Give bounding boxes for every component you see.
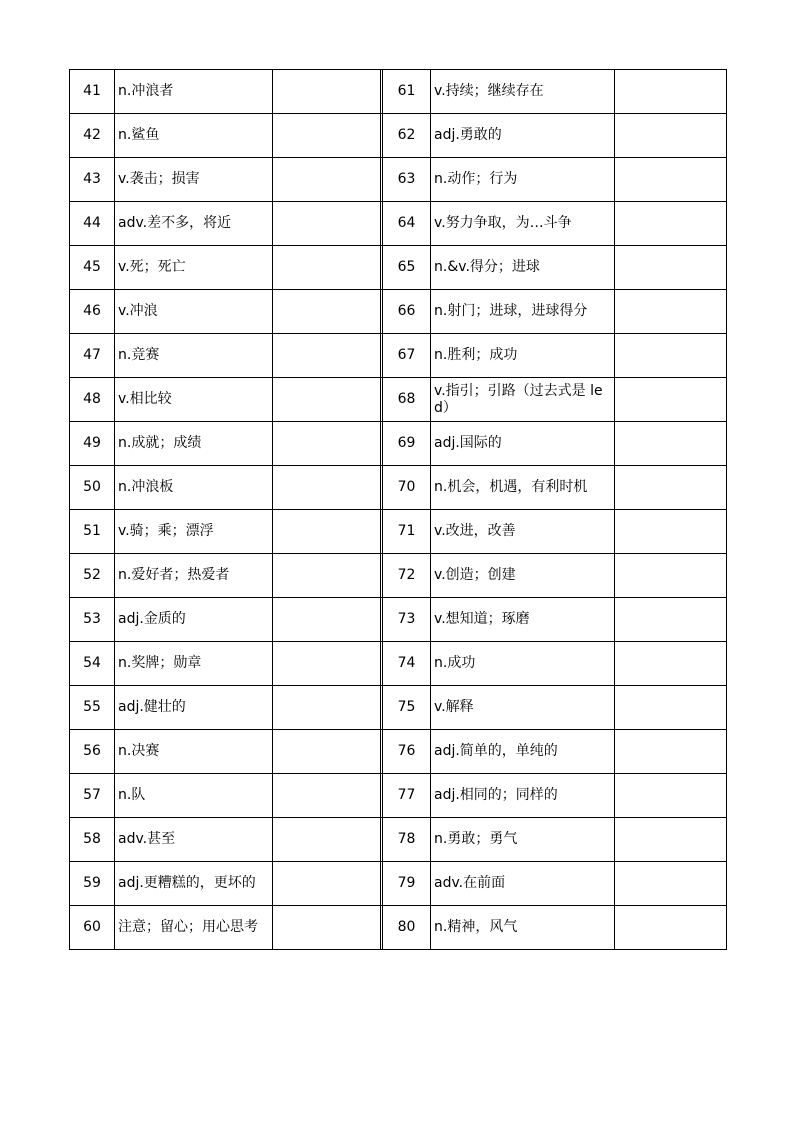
left-item-number: 50: [70, 466, 115, 510]
left-answer-cell[interactable]: [273, 730, 381, 774]
table-row: [70, 554, 727, 598]
right-answer-cell[interactable]: [615, 246, 727, 290]
table-row: [70, 774, 727, 818]
right-item-definition: v.创造；创建: [431, 554, 615, 598]
right-answer-cell[interactable]: [615, 774, 727, 818]
left-item-definition: adj.健壮的: [115, 686, 273, 730]
right-item-number: 74: [383, 642, 431, 686]
right-answer-cell[interactable]: [615, 114, 727, 158]
left-item-number: 44: [70, 202, 115, 246]
left-item-number: 43: [70, 158, 115, 202]
table-row: [70, 906, 727, 950]
right-item-number: 64: [383, 202, 431, 246]
left-item-number: 52: [70, 554, 115, 598]
right-answer-cell[interactable]: [615, 906, 727, 950]
table-row: [70, 730, 727, 774]
right-item-number: 70: [383, 466, 431, 510]
right-item-definition: n.射门；进球，进球得分: [431, 290, 615, 334]
right-item-definition: adj.国际的: [431, 422, 615, 466]
table-row: [70, 70, 727, 114]
right-item-definition: adj.勇敢的: [431, 114, 615, 158]
left-answer-cell[interactable]: [273, 642, 381, 686]
right-answer-cell[interactable]: [615, 334, 727, 378]
right-answer-cell[interactable]: [615, 554, 727, 598]
left-answer-cell[interactable]: [273, 202, 381, 246]
vocabulary-table-body: [70, 70, 727, 950]
left-item-number: 42: [70, 114, 115, 158]
table-row: [70, 686, 727, 730]
left-answer-cell[interactable]: [273, 554, 381, 598]
right-item-definition: n.精神，风气: [431, 906, 615, 950]
table-row: [70, 334, 727, 378]
left-item-number: 47: [70, 334, 115, 378]
right-item-number: 66: [383, 290, 431, 334]
right-item-definition: v.持续；继续存在: [431, 70, 615, 114]
left-item-definition: n.爱好者；热爱者: [115, 554, 273, 598]
right-item-definition: n.&v.得分；进球: [431, 246, 615, 290]
right-item-number: 75: [383, 686, 431, 730]
left-item-number: 49: [70, 422, 115, 466]
table-row: [70, 642, 727, 686]
right-item-number: 76: [383, 730, 431, 774]
table-row: [70, 818, 727, 862]
left-item-definition: adj.更糟糕的，更坏的: [115, 862, 273, 906]
left-answer-cell[interactable]: [273, 862, 381, 906]
right-item-number: 67: [383, 334, 431, 378]
table-row: [70, 422, 727, 466]
right-answer-cell[interactable]: [615, 422, 727, 466]
right-item-definition: n.成功: [431, 642, 615, 686]
table-row: [70, 598, 727, 642]
right-item-number: 65: [383, 246, 431, 290]
right-item-number: 63: [383, 158, 431, 202]
right-answer-cell[interactable]: [615, 730, 727, 774]
left-item-definition: n.成就；成绩: [115, 422, 273, 466]
right-item-definition: v.想知道；琢磨: [431, 598, 615, 642]
left-item-definition: v.相比较: [115, 378, 273, 422]
right-item-number: 69: [383, 422, 431, 466]
table-row: [70, 114, 727, 158]
left-answer-cell[interactable]: [273, 906, 381, 950]
left-item-definition: v.骑；乘；漂浮: [115, 510, 273, 554]
right-item-definition: n.胜利；成功: [431, 334, 615, 378]
right-item-definition: v.指引；引路（过去式是 led）: [431, 378, 615, 422]
right-item-definition: n.动作；行为: [431, 158, 615, 202]
right-item-definition: v.努力争取，为…斗争: [431, 202, 615, 246]
left-item-number: 53: [70, 598, 115, 642]
right-item-number: 72: [383, 554, 431, 598]
left-answer-cell[interactable]: [273, 422, 381, 466]
left-answer-cell[interactable]: [273, 114, 381, 158]
right-item-definition: adj.简单的，单纯的: [431, 730, 615, 774]
table-row: [70, 202, 727, 246]
table-row: [70, 466, 727, 510]
left-item-number: 54: [70, 642, 115, 686]
right-item-definition: n.机会，机遇，有利时机: [431, 466, 615, 510]
left-item-number: 55: [70, 686, 115, 730]
right-answer-cell[interactable]: [615, 862, 727, 906]
left-answer-cell[interactable]: [273, 686, 381, 730]
table-row: [70, 862, 727, 906]
left-answer-cell[interactable]: [273, 70, 381, 114]
right-answer-cell[interactable]: [615, 510, 727, 554]
right-answer-cell[interactable]: [615, 70, 727, 114]
left-item-definition: v.死；死亡: [115, 246, 273, 290]
table-row: [70, 378, 727, 422]
left-answer-cell[interactable]: [273, 510, 381, 554]
left-item-number: 59: [70, 862, 115, 906]
left-item-definition: n.鲨鱼: [115, 114, 273, 158]
right-answer-cell[interactable]: [615, 158, 727, 202]
left-item-definition: n.竞赛: [115, 334, 273, 378]
left-item-number: 48: [70, 378, 115, 422]
right-item-number: 73: [383, 598, 431, 642]
left-item-definition: adv.差不多，将近: [115, 202, 273, 246]
left-answer-cell[interactable]: [273, 378, 381, 422]
right-item-number: 78: [383, 818, 431, 862]
left-item-definition: n.冲浪板: [115, 466, 273, 510]
right-item-number: 71: [383, 510, 431, 554]
table-row: [70, 290, 727, 334]
table-row: [70, 158, 727, 202]
right-item-number: 80: [383, 906, 431, 950]
right-answer-cell[interactable]: [615, 466, 727, 510]
left-answer-cell[interactable]: [273, 246, 381, 290]
right-item-definition: n.勇敢；勇气: [431, 818, 615, 862]
right-answer-cell[interactable]: [615, 642, 727, 686]
left-item-definition: v.袭击；损害: [115, 158, 273, 202]
table-row: [70, 246, 727, 290]
right-item-number: 77: [383, 774, 431, 818]
left-item-definition: n.队: [115, 774, 273, 818]
left-answer-cell[interactable]: [273, 466, 381, 510]
left-item-number: 41: [70, 70, 115, 114]
left-item-definition: v.冲浪: [115, 290, 273, 334]
right-item-definition: v.改进，改善: [431, 510, 615, 554]
right-item-number: 79: [383, 862, 431, 906]
left-item-definition: n.决赛: [115, 730, 273, 774]
right-item-number: 61: [383, 70, 431, 114]
left-item-number: 58: [70, 818, 115, 862]
left-answer-cell[interactable]: [273, 334, 381, 378]
left-item-definition: adj.金质的: [115, 598, 273, 642]
left-item-number: 57: [70, 774, 115, 818]
right-answer-cell[interactable]: [615, 598, 727, 642]
left-item-definition: adv.甚至: [115, 818, 273, 862]
left-answer-cell[interactable]: [273, 774, 381, 818]
left-item-number: 46: [70, 290, 115, 334]
right-answer-cell[interactable]: [615, 686, 727, 730]
right-answer-cell[interactable]: [615, 818, 727, 862]
left-item-definition: n.冲浪者: [115, 70, 273, 114]
left-answer-cell[interactable]: [273, 598, 381, 642]
left-item-number: 60: [70, 906, 115, 950]
vocabulary-table: [69, 69, 727, 950]
right-item-number: 62: [383, 114, 431, 158]
left-item-definition: n.奖牌；勋章: [115, 642, 273, 686]
left-item-number: 56: [70, 730, 115, 774]
left-item-number: 51: [70, 510, 115, 554]
left-item-definition: 注意；留心；用心思考: [115, 906, 273, 950]
right-answer-cell[interactable]: [615, 378, 727, 422]
left-answer-cell[interactable]: [273, 290, 381, 334]
left-item-number: 45: [70, 246, 115, 290]
right-item-definition: adv.在前面: [431, 862, 615, 906]
left-answer-cell[interactable]: [273, 818, 381, 862]
right-item-definition: v.解释: [431, 686, 615, 730]
right-item-number: 68: [383, 378, 431, 422]
right-item-definition: adj.相同的；同样的: [431, 774, 615, 818]
right-answer-cell[interactable]: [615, 202, 727, 246]
left-answer-cell[interactable]: [273, 158, 381, 202]
table-row: [70, 510, 727, 554]
right-answer-cell[interactable]: [615, 290, 727, 334]
